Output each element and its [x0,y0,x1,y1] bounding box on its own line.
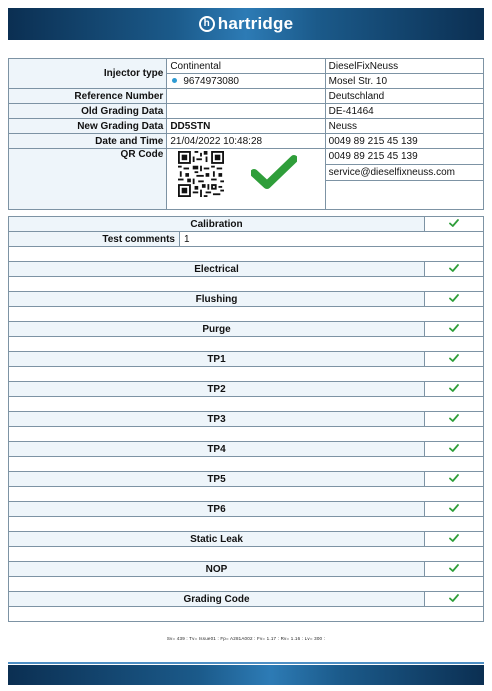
spacer-row [9,307,484,322]
injector-type-value: Continental [167,59,325,74]
brand-mark-icon: h [199,16,215,32]
section-row-nop [9,562,484,577]
date-time-label: Date and Time [9,134,167,149]
section-row-tp2 [9,382,484,397]
footer-bar [8,665,484,685]
company-blank-cell [325,181,483,210]
status-cell [425,292,484,307]
section-row-electrical [9,262,484,277]
qr-code-cell [167,149,325,210]
check-icon [449,594,459,602]
company-email: service@dieselfixneuss.com [325,165,483,181]
spacer-row [9,367,484,382]
reference-number-label: Reference Number [9,89,167,104]
section-label: Flushing [9,292,425,307]
info-row-qr [9,149,484,165]
section-label: Purge [9,322,425,337]
status-cell [425,562,484,577]
injector-info-table [8,58,484,210]
company-name: DieselFixNeuss [325,59,483,74]
section-label: Static Leak [9,532,425,547]
company-fax: 0049 89 215 45 139 [325,149,483,165]
section-row-static-leak [9,532,484,547]
section-row-tp5 [9,472,484,487]
brand-logo [199,14,293,34]
check-icon [449,354,459,362]
injector-part-number: 9674973080 [183,75,239,87]
section-label: TP6 [9,502,425,517]
check-icon [449,324,459,332]
qr-code-label: QR Code [9,149,167,210]
section-row-tp6 [9,502,484,517]
section-row-tp1 [9,352,484,367]
spacer-row [9,487,484,502]
status-cell [425,532,484,547]
spacer-row [9,607,484,622]
info-row-date [9,134,484,149]
company-postcode: DE-41464 [325,104,483,119]
reference-number-value [167,89,325,104]
spacer-row [9,397,484,412]
new-grading-label: New Grading Data [9,119,167,134]
old-grading-label: Old Grading Data [9,104,167,119]
check-icon [449,219,459,227]
section-label: Electrical [9,262,425,277]
old-grading-value [167,104,325,119]
section-row-calibration [9,217,484,232]
check-icon [449,504,459,512]
test-comments-value: 1 [180,232,484,247]
bullet-icon [172,78,177,83]
spacer-row [9,517,484,532]
test-comments-row [9,232,484,247]
spacer-row [9,277,484,292]
status-cell [425,217,484,232]
spacer-row [9,457,484,472]
check-icon [449,534,459,542]
date-time-value: 21/04/2022 10:48:28 [167,134,325,149]
section-row-tp3 [9,412,484,427]
status-cell [425,382,484,397]
version-info: Sv= 439 : Tv= Issue01 : Fp= A281A002 : Fv= 1.17 : Rv= 1.16 : Lv= 300 : [166,636,326,641]
spacer-row [9,337,484,352]
spacer-row [9,547,484,562]
brand-name: hartridge [217,14,294,33]
check-icon [449,384,459,392]
check-icon [449,474,459,482]
check-icon [449,264,459,272]
status-cell [425,502,484,517]
section-label: Grading Code [9,592,425,607]
section-row-flushing [9,292,484,307]
info-row-reference [9,89,484,104]
new-grading-value: DD5STN [167,119,325,134]
qr-code-icon [178,151,224,197]
section-row-tp4 [9,442,484,457]
spacer-row [9,577,484,592]
section-label: NOP [9,562,425,577]
check-icon [449,414,459,422]
company-phone: 0049 89 215 45 139 [325,134,483,149]
info-row-injector [9,59,484,74]
brand-header [8,8,484,40]
injector-part-cell [167,74,325,89]
info-row-new-grading [9,119,484,134]
section-label: Calibration [9,217,425,232]
spacer-row [9,247,484,262]
section-row-purge [9,322,484,337]
section-label: TP4 [9,442,425,457]
test-comments-label: Test comments [9,232,180,247]
section-label: TP1 [9,352,425,367]
test-results-table [8,216,484,622]
spacer-row [9,427,484,442]
company-country: Deutschland [325,89,483,104]
status-cell [425,262,484,277]
section-label: TP5 [9,472,425,487]
pass-check-icon [251,155,297,189]
section-label: TP3 [9,412,425,427]
check-icon [449,294,459,302]
status-cell [425,472,484,487]
check-icon [449,564,459,572]
status-cell [425,412,484,427]
company-city: Neuss [325,119,483,134]
info-row-old-grading [9,104,484,119]
company-street: Mosel Str. 10 [325,74,483,89]
injector-type-label: Injector type [9,59,167,89]
status-cell [425,442,484,457]
status-cell [425,322,484,337]
status-cell [425,592,484,607]
check-icon [449,444,459,452]
section-row-grading-code [9,592,484,607]
status-cell [425,352,484,367]
section-label: TP2 [9,382,425,397]
